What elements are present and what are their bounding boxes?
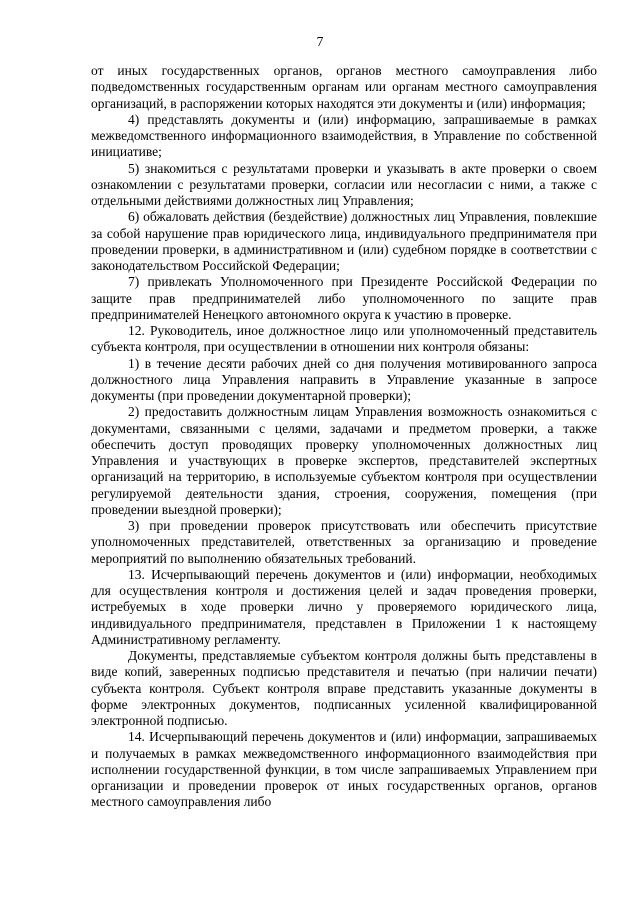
paragraph: 6) обжаловать действия (бездействие) должностных лиц Управления, повлекшие за собой нарушение прав юридического лица, индивидуального предпринимателя при проведении проверки, в административном и (или) судебном порядке в соответствии с законодательством Российской Федерации;: [91, 209, 597, 273]
paragraph: от иных государственных органов, органов местного самоуправления либо подведомственных государственным органам или органам местного самоуправления организаций, в распоряжении которых находятся эти документы и (или) информация;: [91, 63, 597, 111]
paragraph: 12. Руководитель, иное должностное лицо или уполномоченный представитель субъекта контроля, при осуществлении в отношении них контроля обязаны:: [91, 323, 597, 355]
paragraph: 2) предоставить должностным лицам Управления возможность ознакомиться с документами, связанными с целями, задачами и предметом проверки, а также обеспечить доступ проводящих проверку уполномоченных должностных лиц Управления и участвующих в проверке экспертов, представителей экспертных организаций на территорию, в используемые субъектом контроля при осуществлении регулируемой деятельности здания, строения, сооружения, помещения (при проведении выездной проверки);: [91, 404, 597, 517]
paragraph: Документы, представляемые субъектом контроля должны быть представлены в виде копий, заверенных подписью представителя и печатью (при наличии печати) субъекта контроля. Субъект контроля вправе представить указанные документы в форме электронных документов, подписанных усиленной квалифицированной электронной подписью.: [91, 648, 597, 728]
paragraph: 1) в течение десяти рабочих дней со дня получения мотивированного запроса должностного лица Управления направить в Управление указанные в запросе документы (при проведении документарной проверки);: [91, 355, 597, 403]
paragraph: 13. Исчерпывающий перечень документов и (или) информации, необходимых для осуществления контроля и достижения целей и задач проведения проверки, истребуемых в ходе проверки лично у проверяемого юридического лица, индивидуального предпринимателя, представлен в Приложении 1 к настоящему Административному регламенту.: [91, 566, 597, 647]
paragraph: 14. Исчерпывающий перечень документов и (или) информации, запрашиваемых и получаемых в рамках межведомственного информационного взаимодействия при исполнении государственной функции, в том числе запрашиваемых Управлением при организации и проведении проверок от иных государственных органов, органов местного самоуправления либо: [91, 729, 597, 810]
paragraph: 3) при проведении проверок присутствовать или обеспечить присутствие уполномоченных представителей, ответственных за организацию и проведение мероприятий по выполнению обязательных требований.: [91, 518, 597, 566]
document-body: [91, 63, 597, 811]
paragraph: 5) знакомиться с результатами проверки и указывать в акте проверки о своем ознакомлении с результатами проверки, согласии или несогласии с ними, а также с отдельными действиями должностных лиц Управления;: [91, 160, 597, 208]
paragraph: 7) привлекать Уполномоченного при Президенте Российской Федерации по защите прав предпринимателей либо уполномоченного по защите прав предпринимателей Ненецкого автономного округа к участию в проверке.: [91, 274, 597, 322]
page-number: 7: [316, 34, 324, 49]
paragraph: 4) представлять документы и (или) информацию, запрашиваемые в рамках межведомственного информационного взаимодействия, в Управление по собственной инициативе;: [91, 111, 597, 160]
